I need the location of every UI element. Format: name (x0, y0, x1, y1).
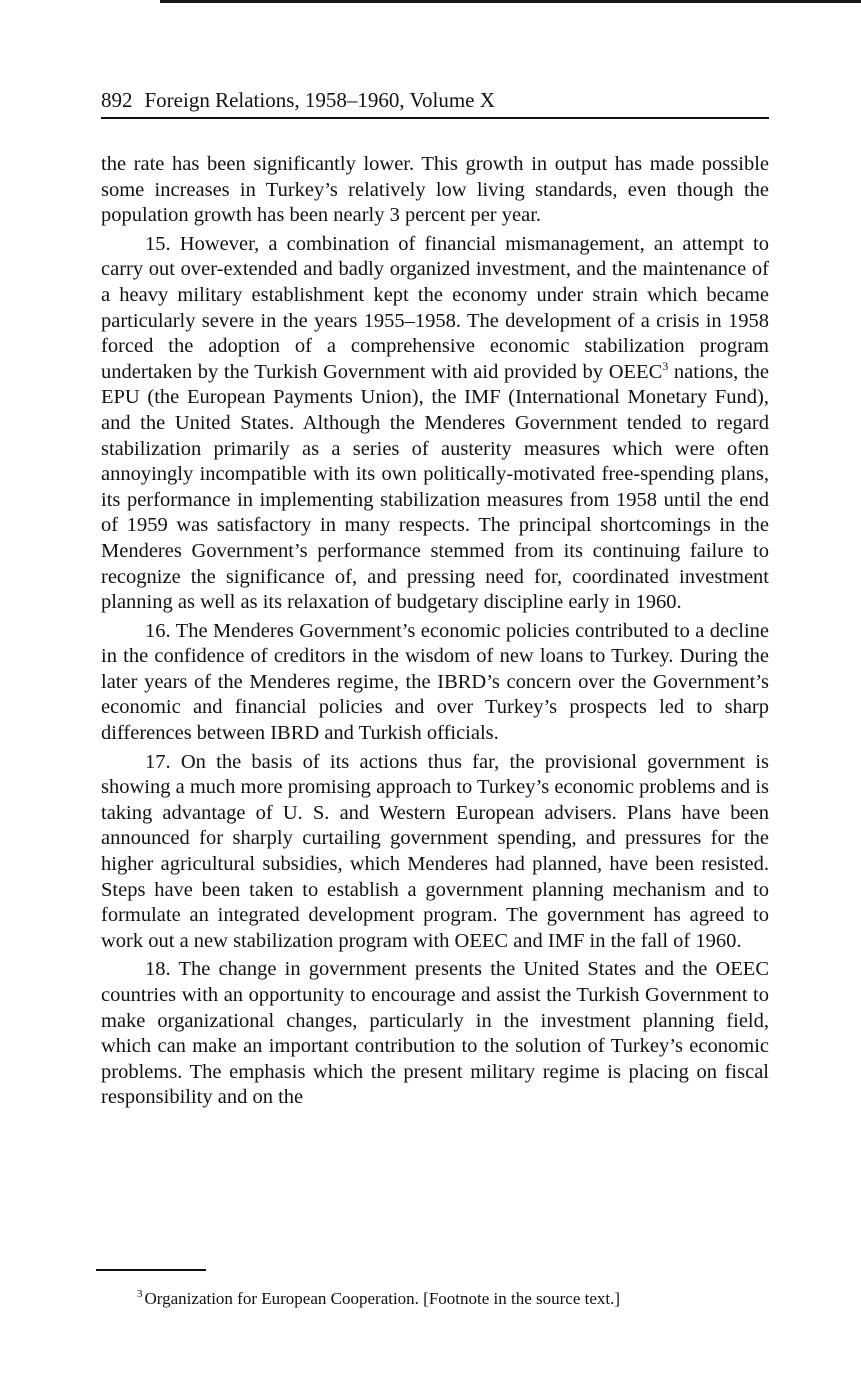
footnote-rule (96, 1269, 206, 1271)
paragraph-17: 17. On the basis of its actions thus far, the provisional government is showing a much more promising approach to Turkey’s economic problems and is taking advantage of U. S. and Western European advisers. Plans have been announced for sharply curtailing government spending, and pressures for the higher agricultural subsidies, which Menderes had planned, have been resisted. Steps have been taken to establish a government planning mechanism and to formulate an integrated development program. The government has agreed to work out a new stabilization program with OEEC and IMF in the fall of 1960. (101, 750, 769, 952)
page-scan-edge (160, 0, 861, 3)
footnote-reference: 3 (662, 358, 669, 373)
paragraph-continued: the rate has been significantly lower. This growth in output has made possible some increases in Turkey’s relatively low living standards, even though the population growth has been nearly 3 percent per year. (101, 153, 769, 227)
header-rule (101, 117, 769, 119)
running-head (101, 86, 769, 114)
footnote-marker: 3 (137, 1288, 143, 1301)
paragraph-18: 18. The change in government presents the United States and the OEEC countries with an opportunity to encourage and assist the Turkish Government to make organizational changes, particularly in the investment planning field, which can make an important contribution to the solution of Turkey’s economic problems. The emphasis which the present military regime is placing on fiscal responsibility and on the (101, 958, 769, 1109)
running-head-title: Foreign Relations, 1958–1960, Volume X (144, 88, 495, 112)
paragraph-16: 16. The Menderes Government’s economic policies contributed to a decline in the confidence of creditors in the wisdom of new loans to Turkey. During the later years of the Menderes regime, the IBRD’s concern over the Government’s economic and financial policies and over Turkey’s prospects led to sharp differences between IBRD and Turkish officials. (101, 619, 769, 745)
paragraph-15-text-start: 15. However, a combination of financial mismanagement, an attempt to carry out over-extended and badly organized investment, and the maintenance of a heavy military establishment kept the economy under strain which became particularly severe in the years 1955–1958. The development of a crisis in 1958 forced the adoption of a comprehensive economic stabilization program undertaken by the Turkish Government with aid provided by OEEC (101, 232, 769, 383)
footnote-text: Organization for European Cooperation. [Footnote in the source text.] (144, 1289, 621, 1308)
footnote (137, 1288, 777, 1310)
page-number: 892 (101, 88, 133, 112)
body-text (101, 152, 769, 1111)
paragraph-15 (101, 232, 769, 616)
paragraph-15-text-end: nations, the EPU (the European Payments Union), the IMF (International Monetary Fund), and the United States. Although the Menderes Government tended to regard stabilization primarily as a series of austerity measures which were often annoyingly incompatible with its own politically-motivated free-spending plans, its performance in implementing stabilization measures from 1958 until the end of 1959 was satisfactory in many respects. The principal shortcomings in the Menderes Government’s performance stemmed from its continuing failure to recognize the significance of, and pressing need for, coordinated investment planning as well as its relaxation of budgetary discipline early in 1960. (101, 360, 769, 614)
